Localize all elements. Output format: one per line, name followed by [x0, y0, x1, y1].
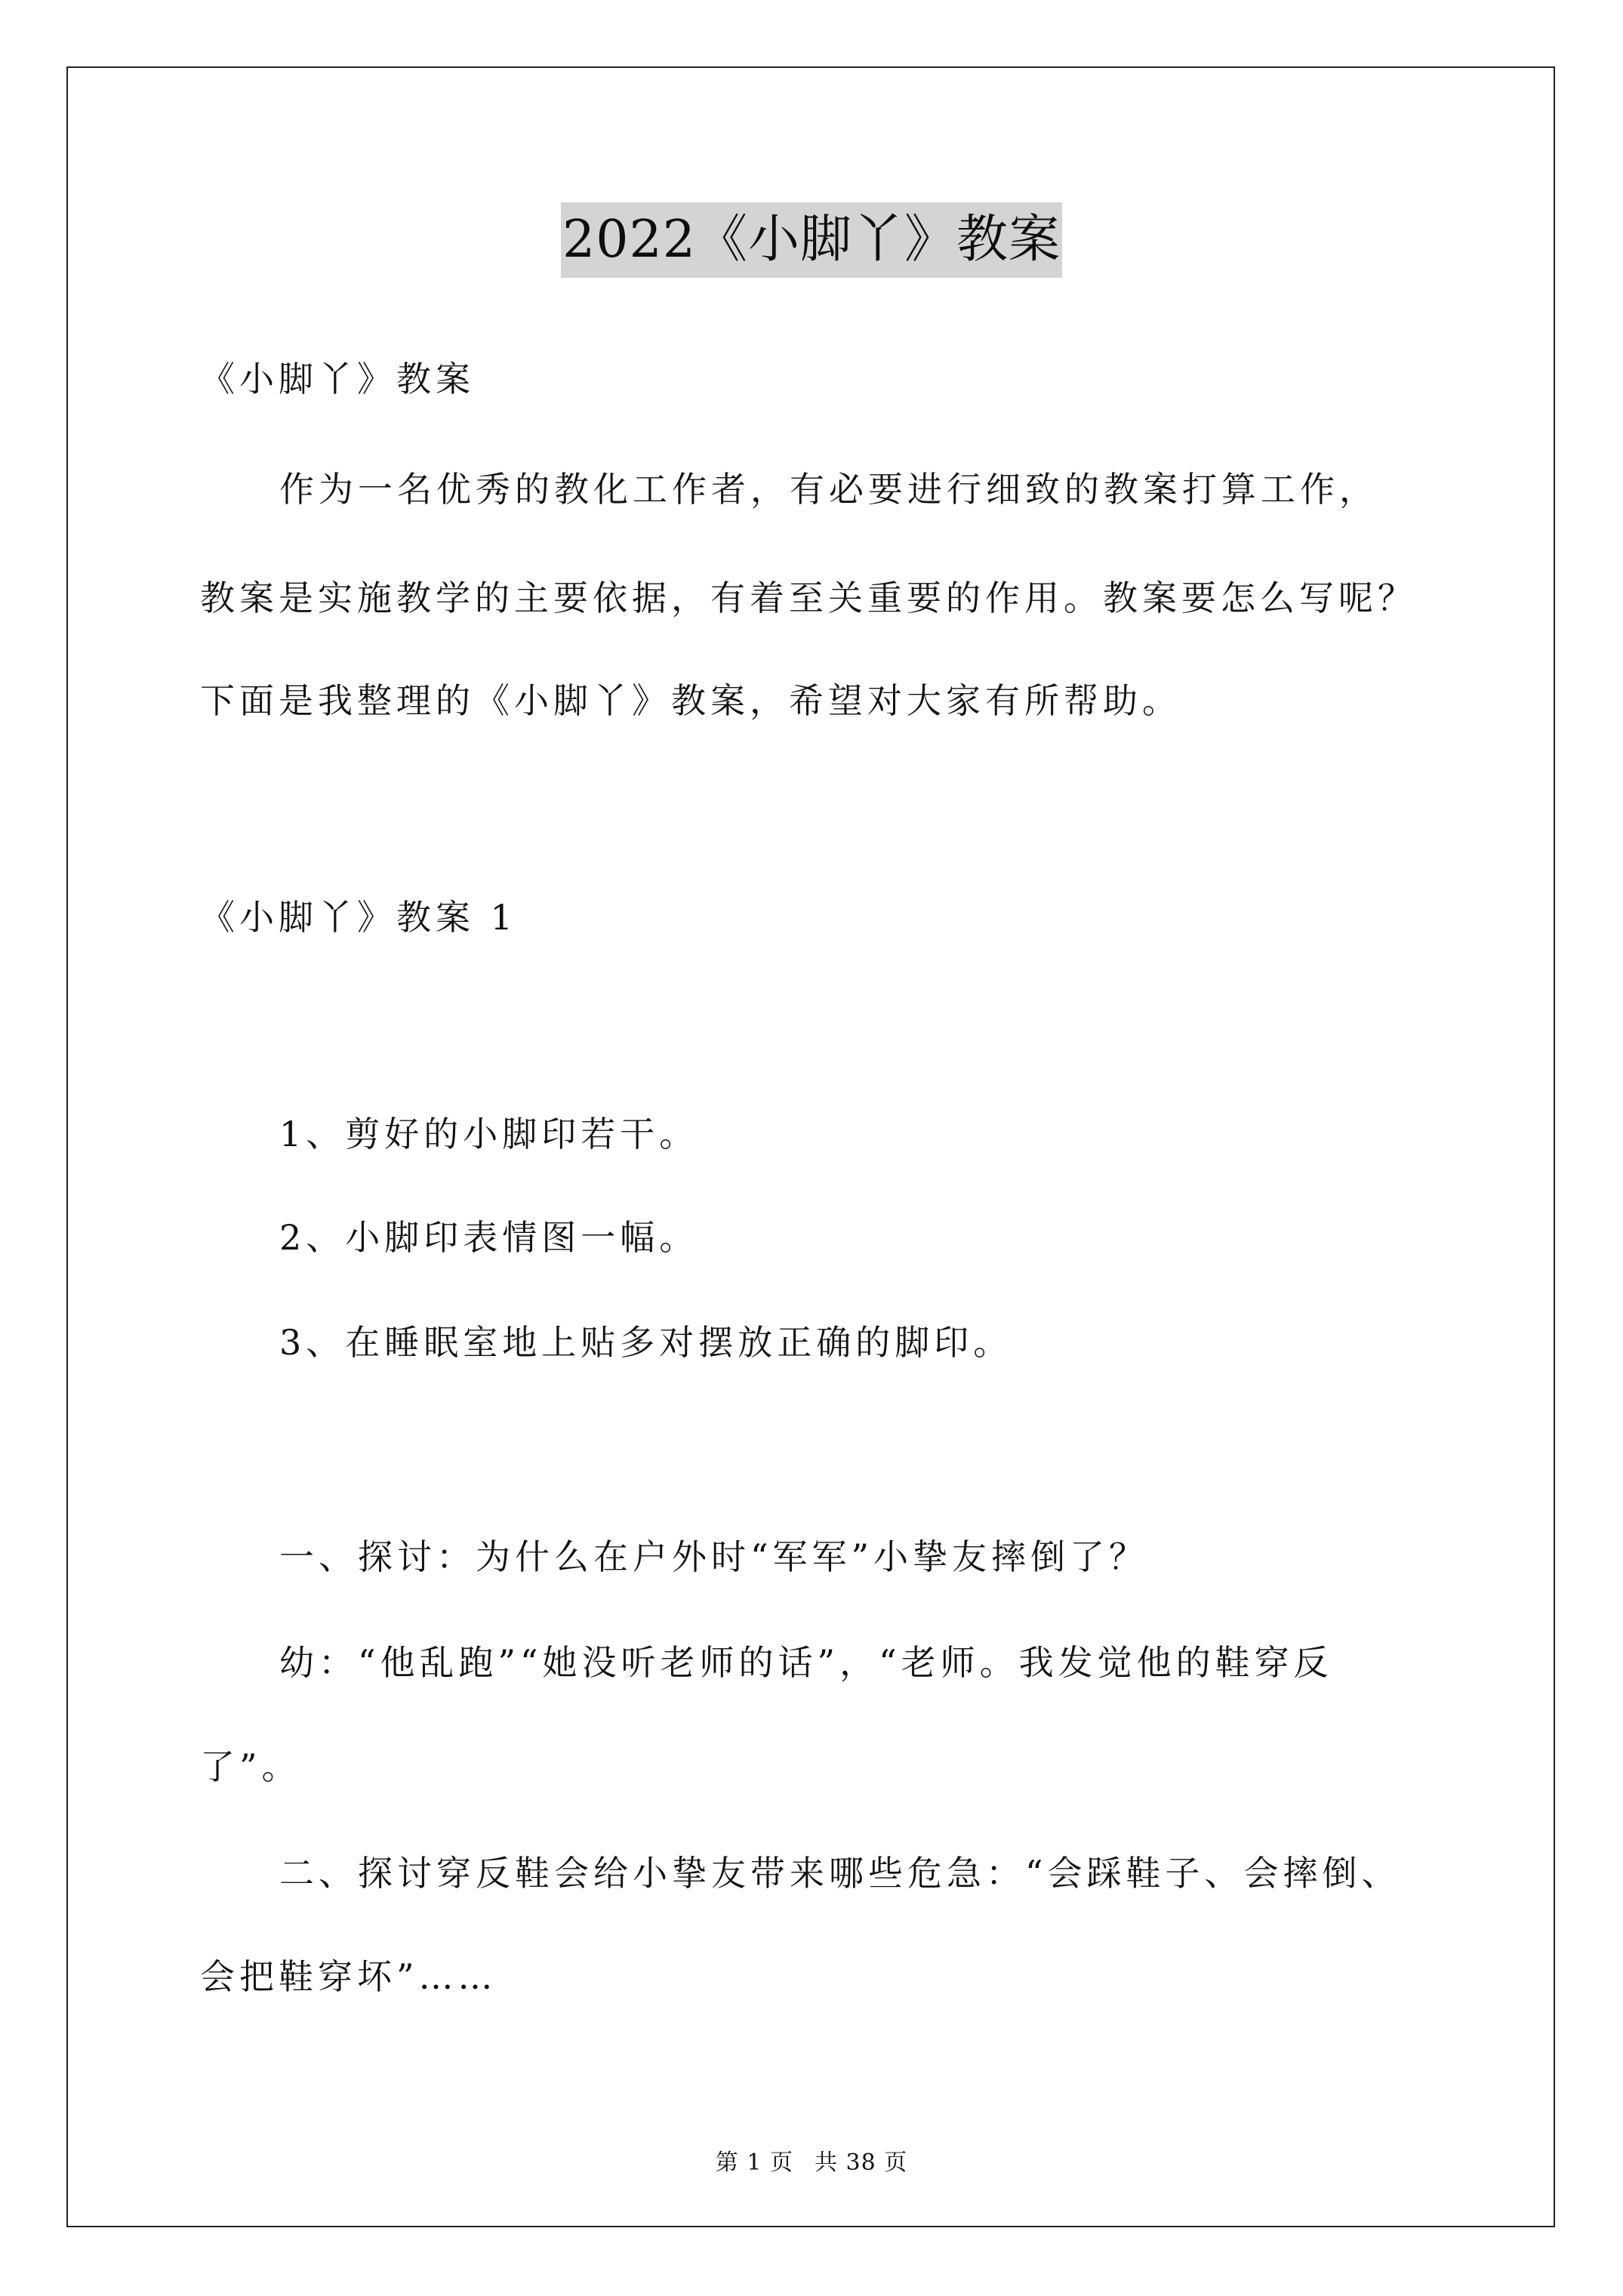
- intro-paragraph-line: 教案是实施教学的主要依据，有着至关重要的作用。教案要怎么写呢？: [200, 578, 1417, 618]
- process-line: 了”。: [200, 1746, 301, 1787]
- section-heading: 《小脚丫》教案 1: [200, 897, 517, 938]
- intro-heading: 《小脚丫》教案: [200, 359, 475, 399]
- page-footer: [0, 2148, 1623, 2178]
- materials-item: 2、小脚印表情图一幅。: [279, 1217, 699, 1258]
- page-total: 共 38 页: [814, 2150, 908, 2176]
- document-title: 2022《小脚丫》教案: [561, 202, 1062, 278]
- intro-paragraph-line: 下面是我整理的《小脚丫》教案，希望对大家有所帮助。: [200, 680, 1181, 721]
- materials-item: 1、剪好的小脚印若干。: [279, 1114, 699, 1154]
- title-container: [0, 202, 1623, 278]
- page-number: 第 1 页: [715, 2150, 793, 2176]
- materials-item: 3、在睡眠室地上贴多对摆放正确的脚印。: [279, 1322, 1013, 1363]
- intro-paragraph-line: 作为一名优秀的教化工作者，有必要进行细致的教案打算工作，: [279, 469, 1378, 510]
- process-line: 一、探讨：为什么在户外时“军军”小挚友摔倒了？: [279, 1536, 1149, 1577]
- process-line: 幼：“他乱跑”“她没听老师的话”，“老师。我发觉他的鞋穿反: [279, 1642, 1333, 1683]
- process-line: 会把鞋穿坏”……: [200, 1956, 497, 1997]
- process-line: 二、探讨穿反鞋会给小挚友带来哪些危急：“会踩鞋子、会摔倒、: [279, 1853, 1401, 1894]
